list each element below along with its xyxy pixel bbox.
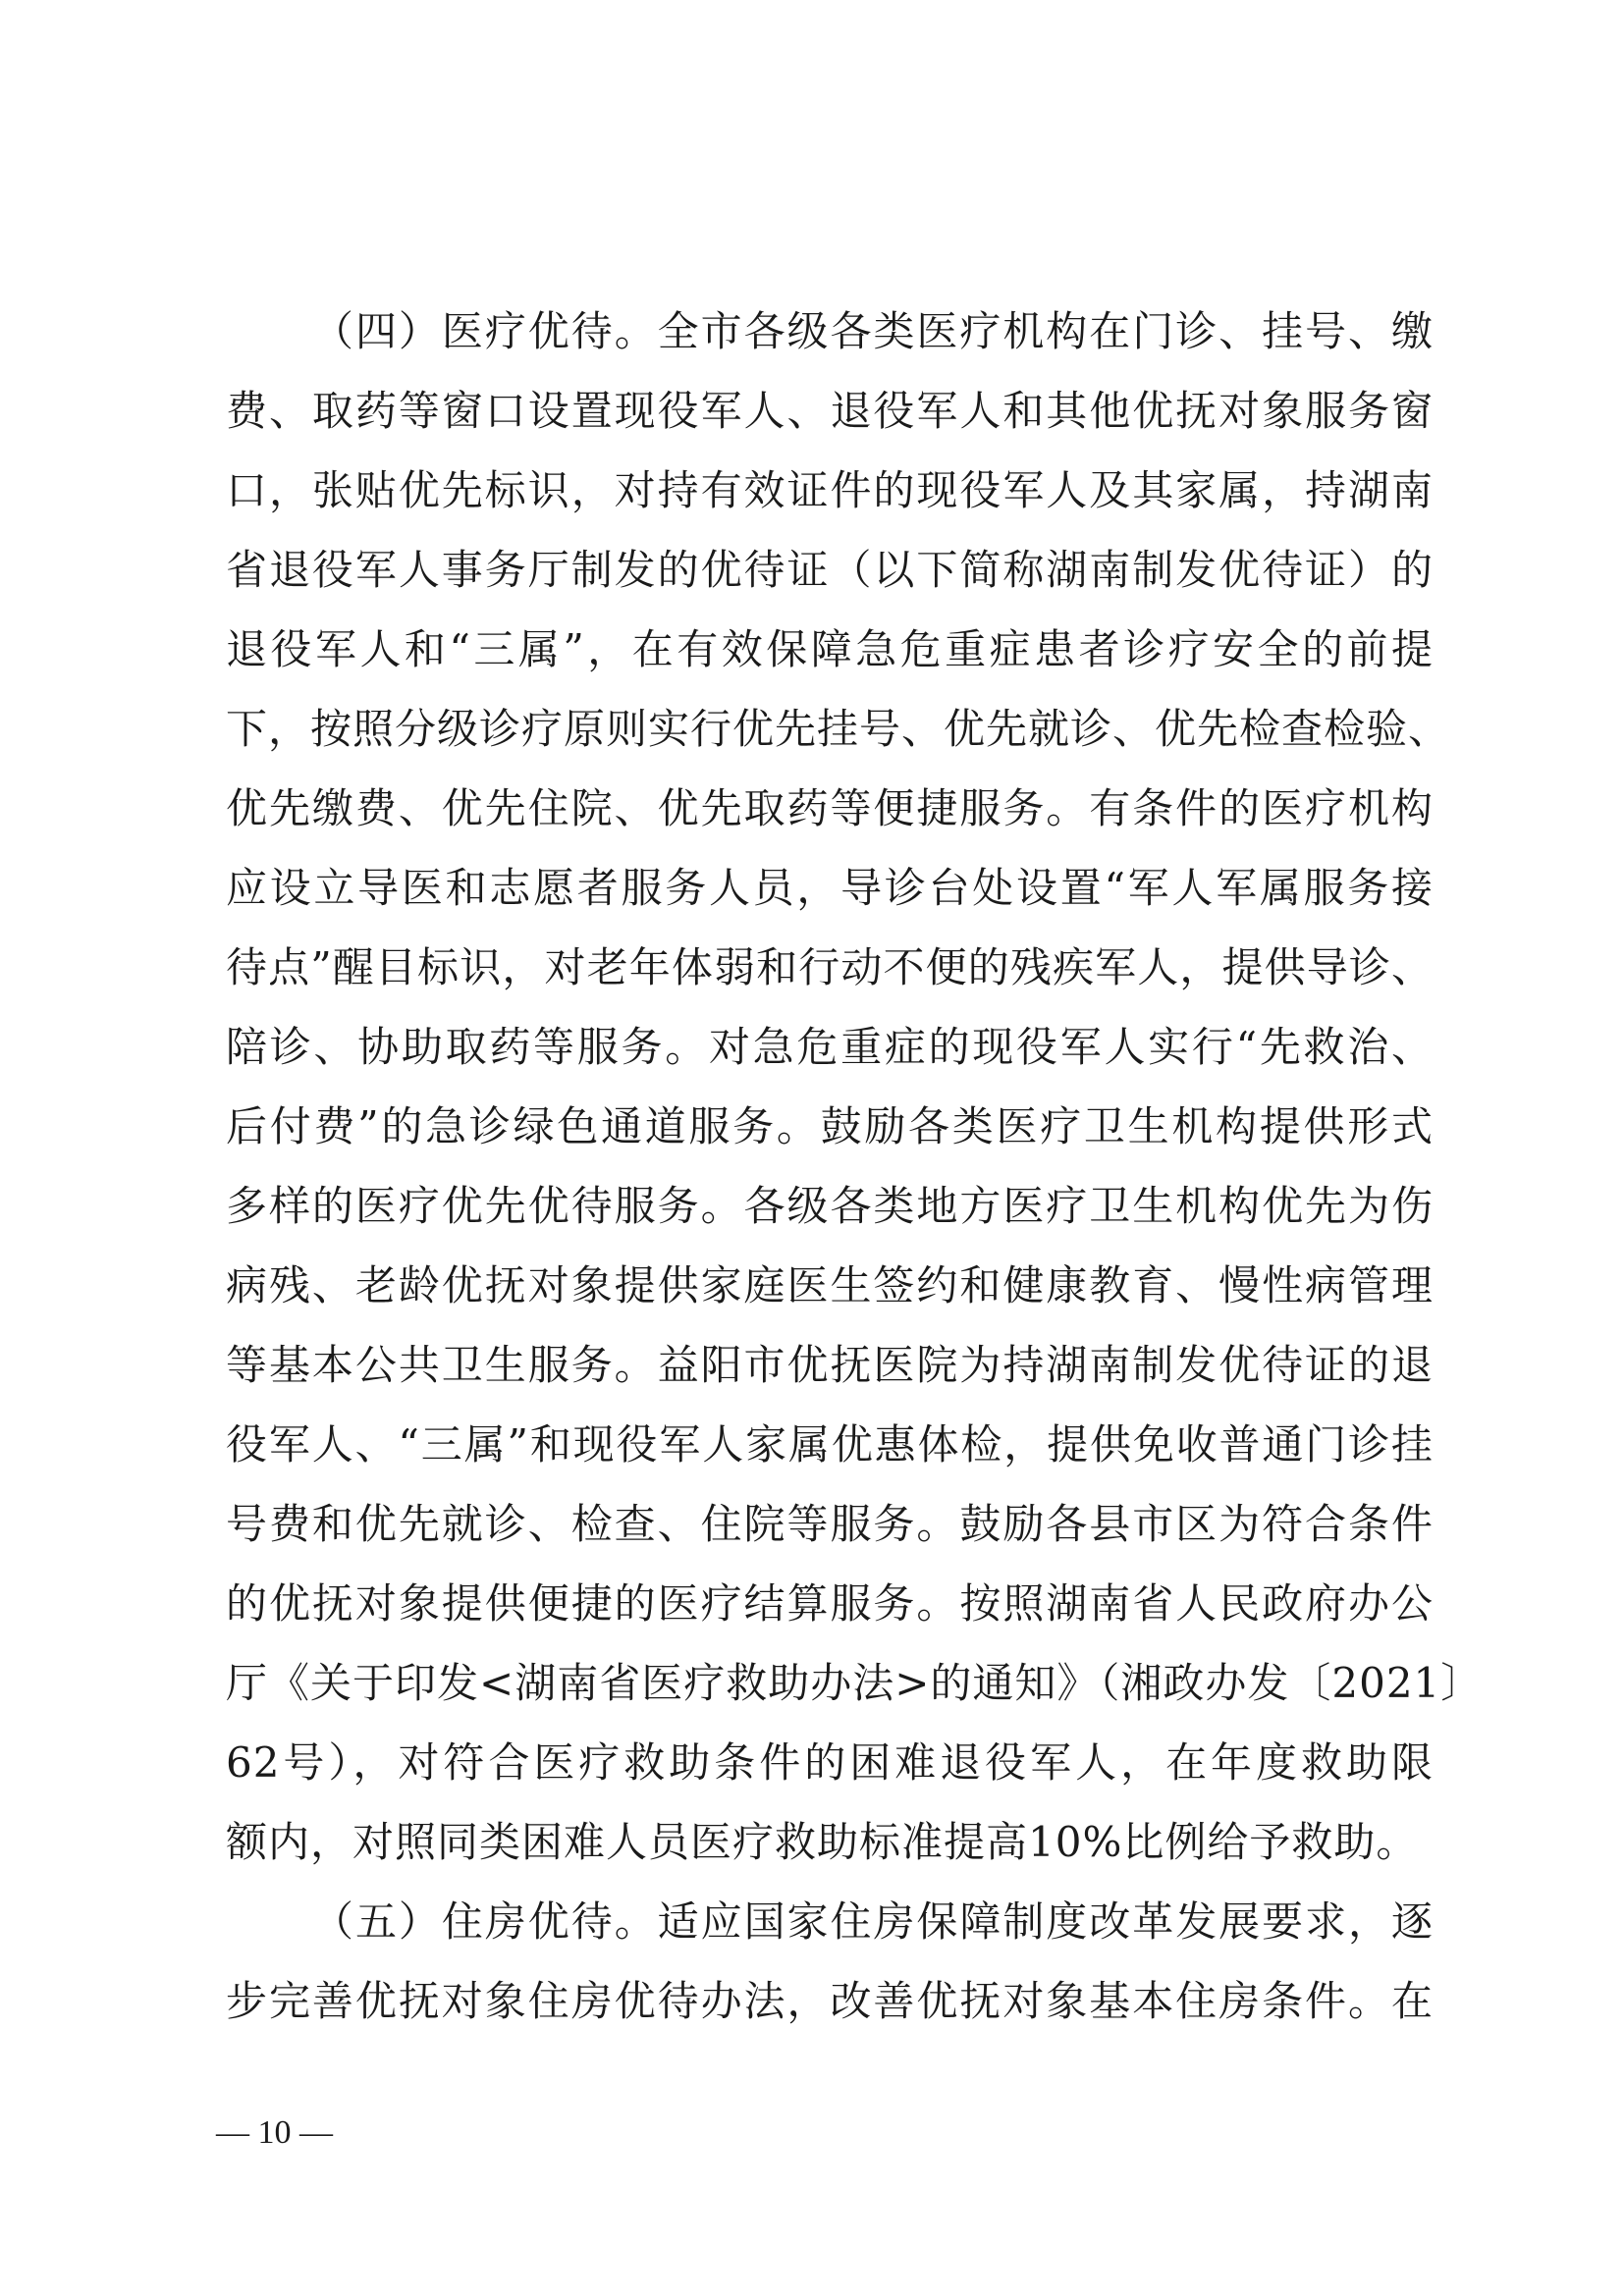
paragraph-line: 待点”醒目标识，对老年体弱和行动不便的残疾军人，提供导诊、: [226, 943, 1434, 991]
paragraph-line: 62号），对符合医疗救助条件的困难退役军人，在年度救助限: [226, 1738, 1434, 1787]
paragraph-line: 役军人、“三属”和现役军人家属优惠体检，提供免收普通门诊挂: [226, 1420, 1434, 1468]
paragraph-line: 厅《关于印发<湖南省医疗救助办法>的通知》（湘政办发〔2021〕: [226, 1659, 1484, 1707]
paragraph-line: 等基本公共卫生服务。益阳市优抚医院为持湖南制发优待证的退: [226, 1341, 1434, 1389]
paragraph-line: 后付费”的急诊绿色通道服务。鼓励各类医疗卫生机构提供形式: [226, 1102, 1434, 1150]
paragraph-line: 多样的医疗优先优待服务。各级各类地方医疗卫生机构优先为伤: [226, 1182, 1434, 1230]
paragraph-line: 号费和优先就诊、检查、住院等服务。鼓励各县市区为符合条件: [226, 1500, 1434, 1548]
paragraph-line: 步完善优抚对象住房优待办法，改善优抚对象基本住房条件。在: [226, 1977, 1434, 2025]
paragraph-line: 下，按照分级诊疗原则实行优先挂号、优先就诊、优先检查检验、: [226, 705, 1451, 753]
paragraph-line: （五）住房优待。适应国家住房保障制度改革发展要求，逐: [312, 1897, 1434, 1946]
paragraph-line: 省退役军人事务厅制发的优待证（以下简称湖南制发优待证）的: [226, 546, 1434, 594]
paragraph-line: 退役军人和“三属”，在有效保障急危重症患者诊疗安全的前提: [226, 625, 1434, 673]
paragraph-line: （四）医疗优待。全市各级各类医疗机构在门诊、挂号、缴: [312, 307, 1434, 355]
paragraph-line: 费、取药等窗口设置现役军人、退役军人和其他优抚对象服务窗: [226, 387, 1434, 435]
paragraph-line: 陪诊、协助取药等服务。对急危重症的现役军人实行“先救治、: [226, 1023, 1434, 1071]
paragraph-line: 病残、老龄优抚对象提供家庭医生签约和健康教育、慢性病管理: [226, 1261, 1434, 1309]
paragraph-line: 应设立导医和志愿者服务人员，导诊台处设置“军人军属服务接: [226, 864, 1434, 912]
paragraph-line: 额内，对照同类困难人员医疗救助标准提高10%比例给予救助。: [226, 1818, 1419, 1866]
paragraph-line: 优先缴费、优先住院、优先取药等便捷服务。有条件的医疗机构: [226, 784, 1434, 832]
paragraph-line: 的优抚对象提供便捷的医疗结算服务。按照湖南省人民政府办公: [226, 1579, 1434, 1628]
paragraph-line: 口，张贴优先标识，对持有效证件的现役军人及其家属，持湖南: [226, 466, 1434, 514]
page-number: — 10 —: [216, 2114, 333, 2151]
